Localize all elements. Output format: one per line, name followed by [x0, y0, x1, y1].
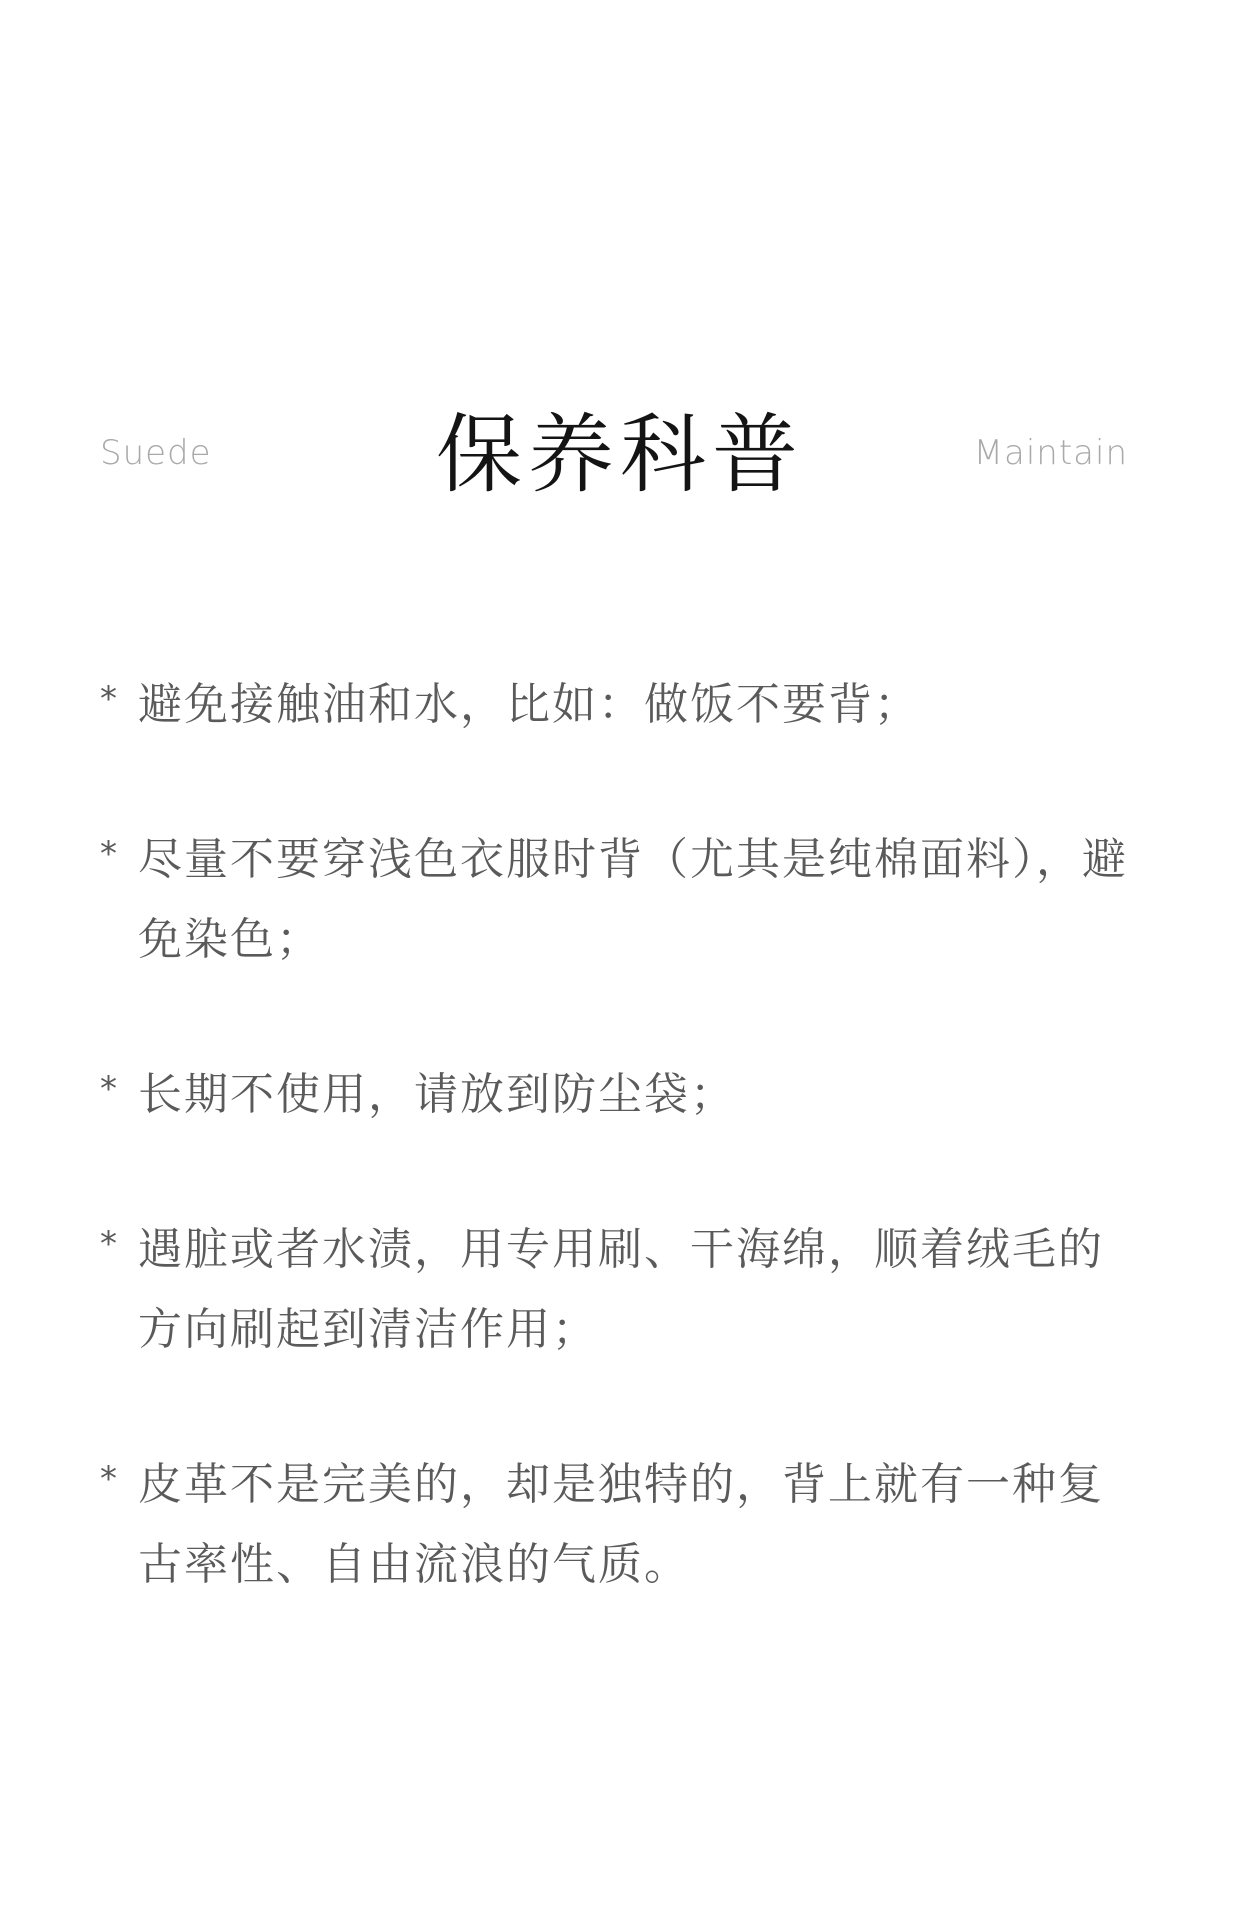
list-item [100, 1210, 1140, 1370]
asterisk-bullet: * [100, 1069, 119, 1109]
list-item [100, 1055, 1140, 1135]
tip-text: 皮革不是完美的，却是独特的，背上就有一种复古率性、自由流浪的气质。 [138, 1459, 1104, 1590]
list-item [100, 820, 1140, 980]
list-item [100, 1445, 1140, 1605]
asterisk-bullet: * [100, 679, 119, 719]
asterisk-bullet: * [100, 1224, 119, 1264]
tip-text: 长期不使用，请放到防尘袋； [138, 1069, 736, 1120]
tip-text: 避免接触油和水，比如：做饭不要背； [138, 679, 920, 730]
header [0, 395, 1240, 515]
tip-text: 尽量不要穿浅色衣服时背（尤其是纯棉面料），避免染色； [138, 834, 1128, 965]
suede-label: Suede [100, 433, 212, 473]
tip-text: 遇脏或者水渍，用专用刷、干海绵，顺着绒毛的方向刷起到清洁作用； [138, 1224, 1104, 1355]
maintain-label: Maintain [973, 433, 1128, 473]
list-item [100, 665, 1140, 745]
asterisk-bullet: * [100, 834, 119, 874]
page-title: 保养科普 [436, 405, 804, 505]
care-tips-list [100, 665, 1140, 1680]
asterisk-bullet: * [100, 1459, 119, 1499]
